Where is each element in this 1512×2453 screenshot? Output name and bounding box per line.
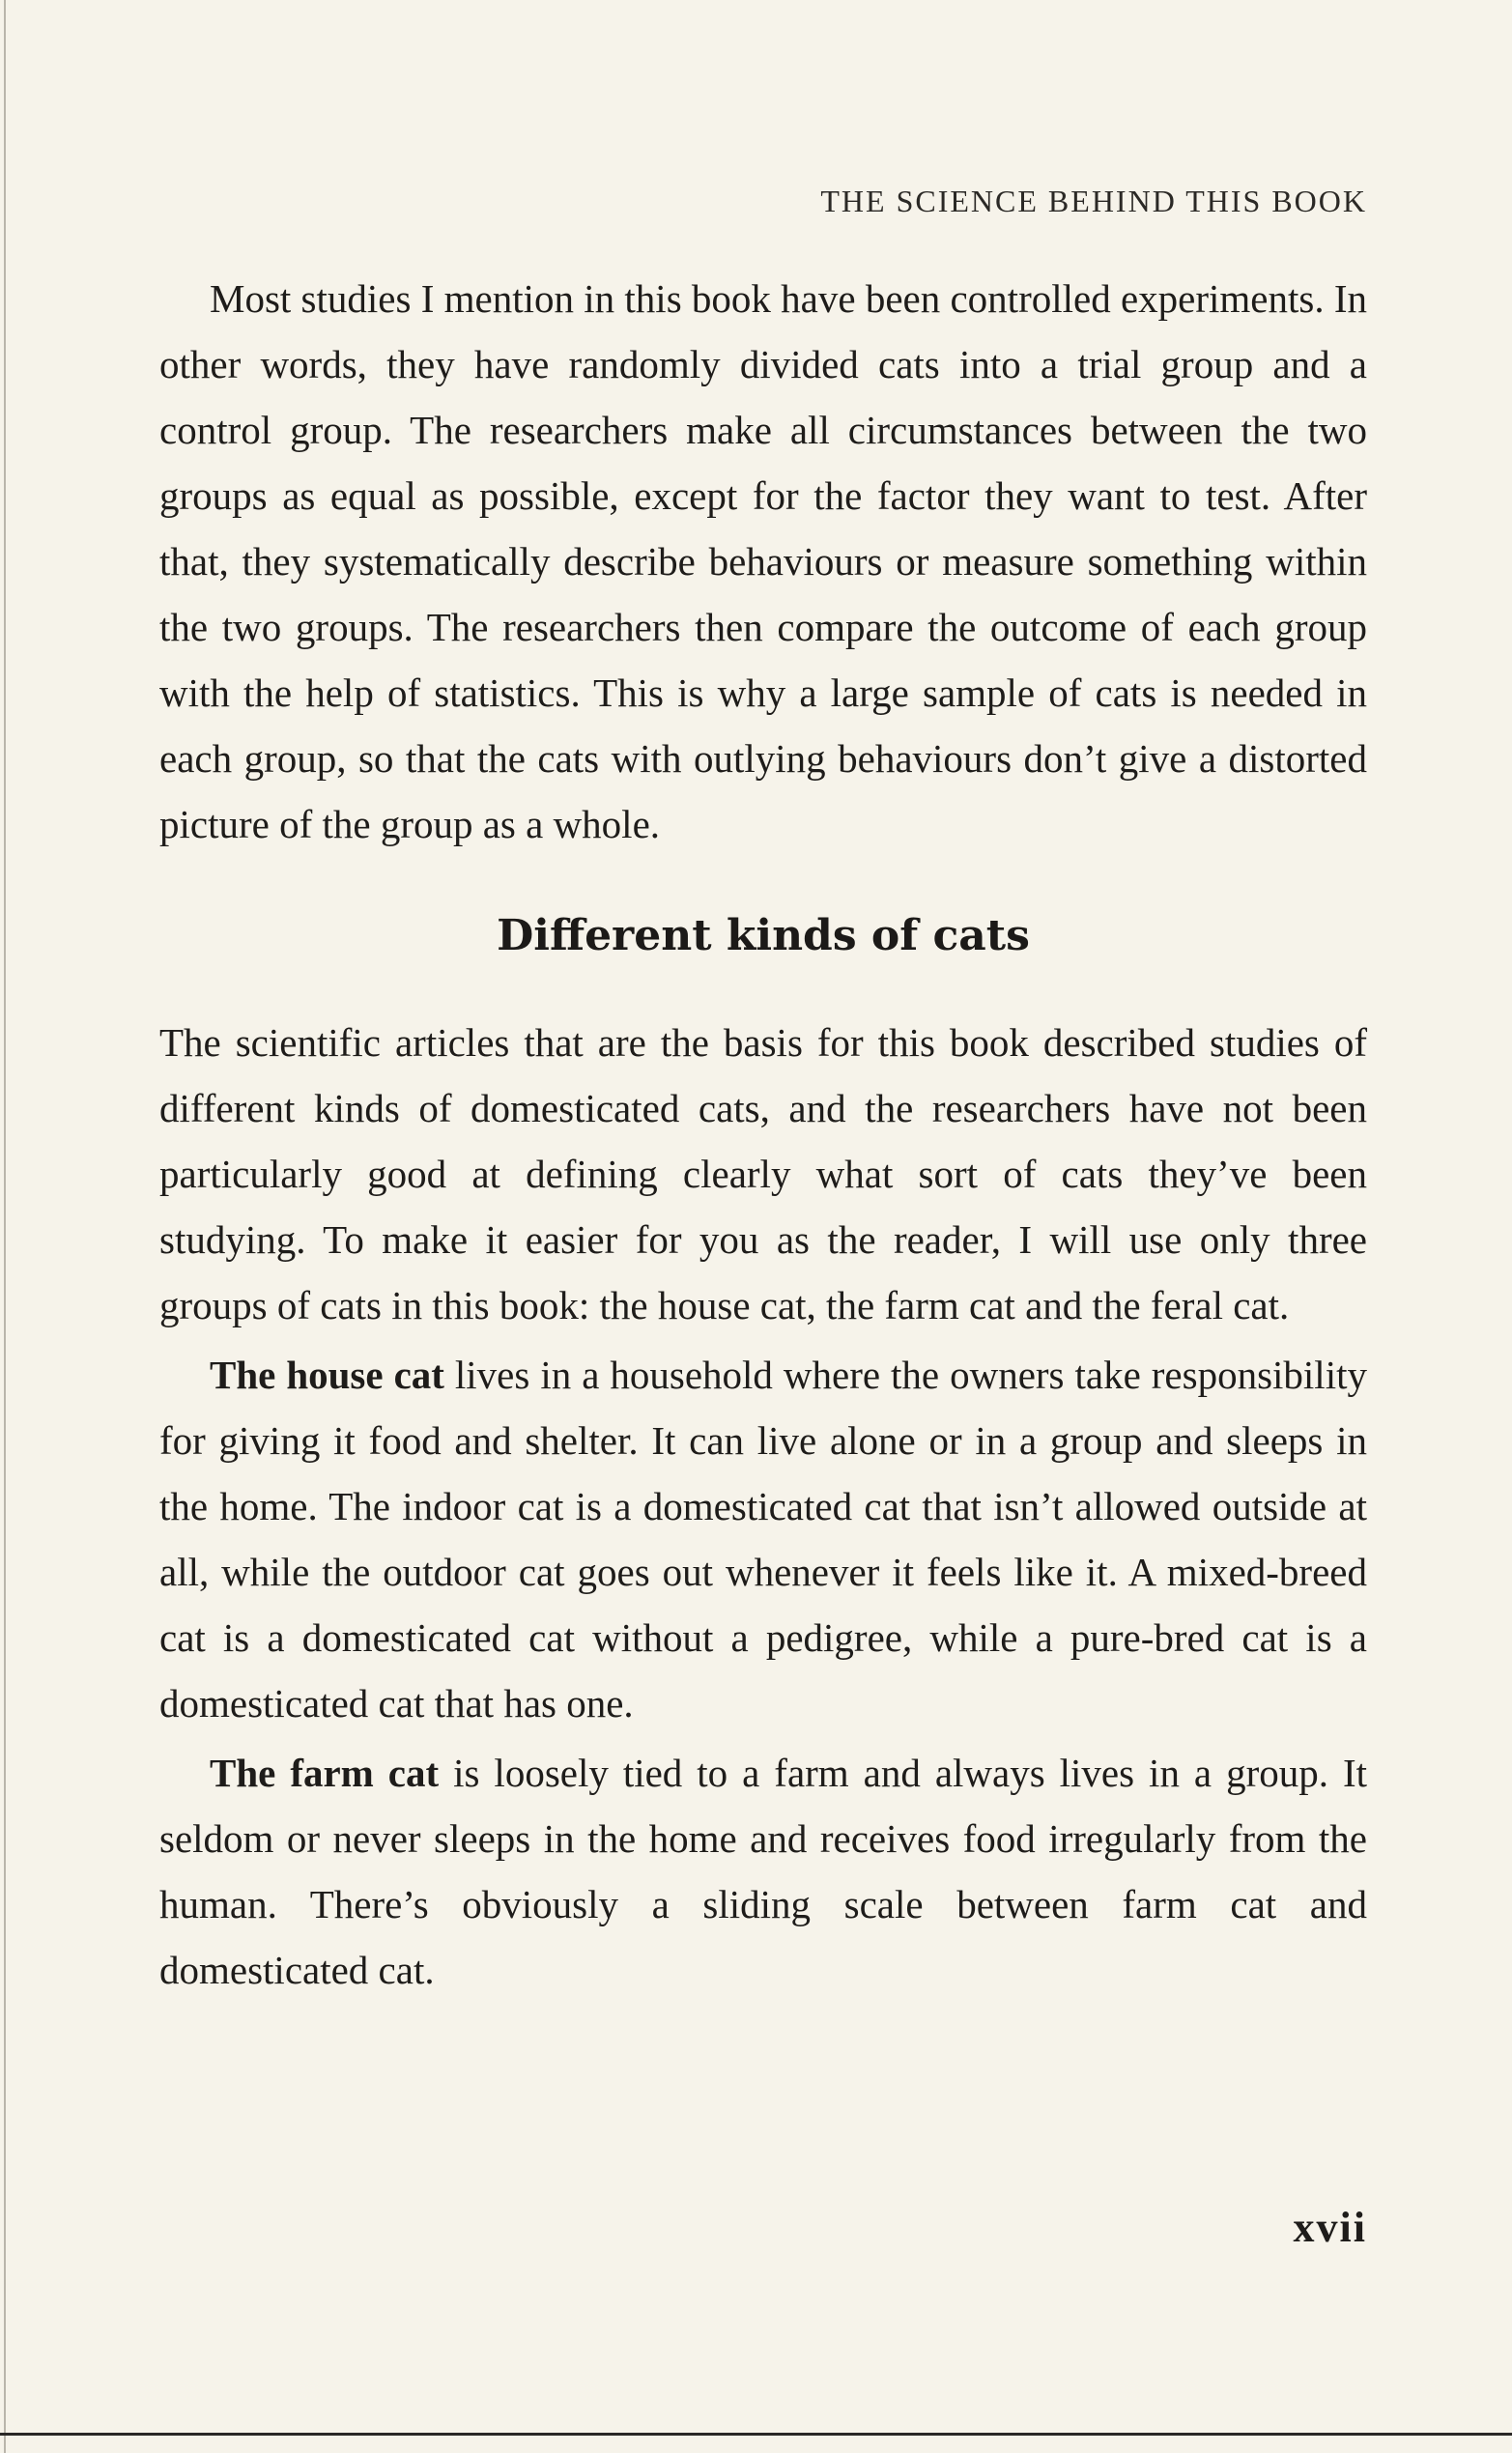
running-head: THE SCIENCE BEHIND THIS BOOK — [820, 184, 1367, 218]
page-edge-shadow — [4, 0, 6, 2453]
paragraph-house-cat — [159, 1342, 1367, 1736]
house-cat-description: lives in a household where the owners take responsibility for giving it food and shelter. It can live alone or in a group and sleeps in the home. The indoor cat is a domesticated cat that isn’t allowed outside at all, while the outdoor cat goes out whenever it feels like it. A mixed-breed cat is a domesticated cat without a pedigree, while a pure-bred cat is a domesticated cat that has one. — [159, 1353, 1367, 1726]
term-house-cat: The house cat — [210, 1353, 444, 1397]
paragraph-farm-cat — [159, 1740, 1367, 2003]
term-farm-cat: The farm cat — [210, 1751, 440, 1795]
page-number: xvii — [1293, 2204, 1367, 2251]
farm-cat-description: is loosely tied to a farm and always lives in a group. It seldom or never sleeps in the home and receives food irregularly from the human. There’s obviously a sliding scale between farm cat and domesticated cat. — [159, 1751, 1367, 1992]
body-text — [159, 266, 1367, 2003]
paragraph-kinds-of-cats: The scientific articles that are the basis for this book described studies of different kinds of domesticated cats, and the researchers have not been particularly good at defining clearly what sort of cats they’ve been studying. To make it easier for you as the reader, I will use only three groups of cats in this book: the house cat, the farm cat and the feral cat. — [159, 1020, 1367, 1327]
paragraph-controlled-experiments: Most studies I mention in this book have been controlled experiments. In other words, they have randomly divided cats into a trial group and a control group. The researchers make all circumstances between the two groups as equal as possible, except for the factor they want to test. After that, they systematically describe behaviours or measure something within the two groups. The researchers then compare the outcome of each group with the help of statistics. This is why a large sample of cats is needed in each group, so that the cats with outlying behaviours don’t give a distorted picture of the group as a whole. — [159, 276, 1367, 846]
section-heading: Different kinds of cats — [497, 911, 1030, 960]
page-bottom-edge — [0, 2433, 1512, 2436]
